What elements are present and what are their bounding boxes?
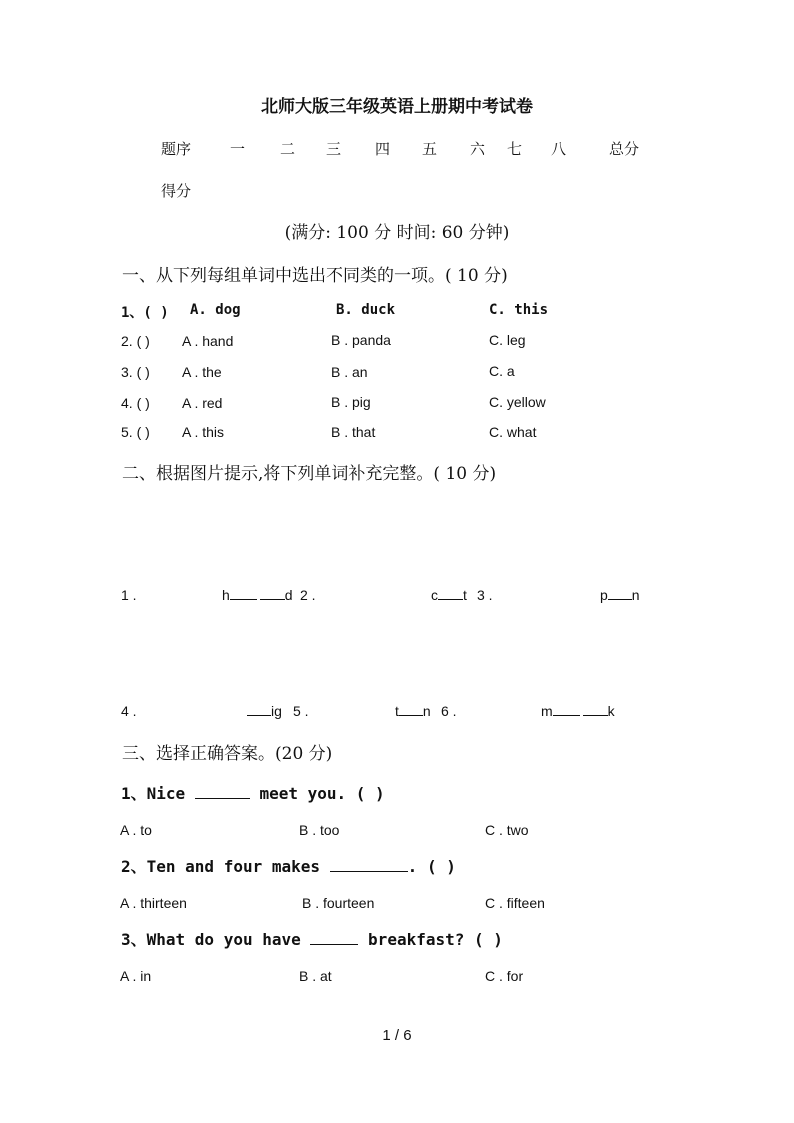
s2-item3-word: p n [600, 587, 640, 603]
s3-q2-option-b: B . fourteen [302, 895, 375, 911]
s1-q1-number: 1、( ) [121, 305, 169, 321]
fill-blank[interactable] [583, 703, 608, 716]
section2-heading: 二、根据图片提示,将下列单词补充完整。( 10 分) [122, 464, 497, 484]
s2-item1-word: h d [222, 587, 293, 603]
s1-q4-option-c: C. yellow [489, 394, 546, 410]
s1-q2-option-b: B . panda [331, 332, 391, 348]
fill-blank[interactable] [608, 587, 632, 600]
answer-blank[interactable] [310, 932, 358, 945]
fill-blank[interactable] [247, 703, 271, 716]
section1-heading: 一、从下列每组单词中选出不同类的一项。( 10 分) [122, 266, 508, 286]
fill-blank[interactable] [553, 703, 580, 716]
s2-item1-number: 1 . [121, 587, 137, 603]
s2-item4-word: ig [247, 703, 282, 719]
score-header-1: 一 [230, 140, 246, 158]
s2-item2-number: 2 . [300, 587, 316, 603]
score-header-total: 总分 [609, 140, 640, 158]
answer-blank[interactable] [195, 786, 250, 799]
score-header-order: 题序 [161, 140, 192, 158]
fill-blank[interactable] [230, 587, 257, 600]
s1-q2-option-c: C. leg [489, 332, 526, 348]
s3-q3-stem: 3、What do you have breakfast? ( ) [121, 930, 503, 949]
s3-q1-option-c: C . two [485, 822, 529, 838]
s2-item6-word: m k [541, 703, 615, 719]
score-header-8: 八 [551, 140, 567, 158]
s1-q3-option-c: C. a [489, 363, 515, 379]
s1-q5-option-a: A . this [182, 424, 225, 440]
score-header-3: 三 [326, 140, 342, 158]
s2-item5-word: t n [395, 703, 431, 719]
s1-q4-option-a: A . red [182, 395, 223, 411]
answer-blank[interactable] [330, 859, 408, 872]
s3-q2-option-c: C . fifteen [485, 895, 545, 911]
s1-q3-number: 3. ( ) [121, 364, 150, 380]
s1-q5-option-b: B . that [331, 424, 376, 440]
s1-q2-option-a: A . hand [182, 333, 234, 349]
s3-q3-option-c: C . for [485, 968, 524, 984]
fill-blank[interactable] [438, 587, 463, 600]
score-header-4: 四 [375, 140, 391, 158]
section3-heading: 三、选择正确答案。(20 分) [122, 744, 333, 764]
s1-q5-option-c: C. what [489, 424, 537, 440]
exam-subtitle: (满分: 100 分 时间: 60 分钟) [284, 223, 510, 243]
score-header-2: 二 [280, 140, 296, 158]
s2-item5-number: 5 . [293, 703, 309, 719]
s3-q2-stem: 2、Ten and four makes . ( ) [121, 857, 456, 876]
score-row-label: 得分 [161, 182, 192, 200]
s1-q4-option-b: B . pig [331, 394, 371, 410]
s2-item3-number: 3 . [477, 587, 493, 603]
s2-item6-number: 6 . [441, 703, 457, 719]
s2-item2-word: c t [431, 587, 467, 603]
exam-title: 北师大版三年级英语上册期中考试卷 [261, 97, 533, 117]
s3-q1-option-b: B . too [299, 822, 340, 838]
fill-blank[interactable] [260, 587, 285, 600]
s3-q1-option-a: A . to [120, 822, 152, 838]
score-header-7: 七 [507, 140, 523, 158]
s1-q3-option-b: B . an [331, 364, 368, 380]
fill-blank[interactable] [399, 703, 423, 716]
s1-q2-number: 2. ( ) [121, 333, 150, 349]
score-header-5: 五 [422, 140, 438, 158]
s3-q3-option-a: A . in [120, 968, 152, 984]
page-number: 1 / 6 [382, 1027, 412, 1044]
s3-q1-stem: 1、Nice meet you. ( ) [121, 784, 385, 803]
s1-q3-option-a: A . the [182, 364, 222, 380]
s3-q2-option-a: A . thirteen [120, 895, 187, 911]
s1-q4-number: 4. ( ) [121, 395, 150, 411]
s1-q1-option-b: B. duck [336, 302, 396, 318]
score-header-6: 六 [470, 140, 486, 158]
s1-q5-number: 5. ( ) [121, 424, 150, 440]
s3-q3-option-b: B . at [299, 968, 332, 984]
s1-q1-option-c: C. this [489, 302, 549, 318]
s1-q1-option-a: A. dog [190, 302, 241, 318]
s2-item4-number: 4 . [121, 703, 137, 719]
